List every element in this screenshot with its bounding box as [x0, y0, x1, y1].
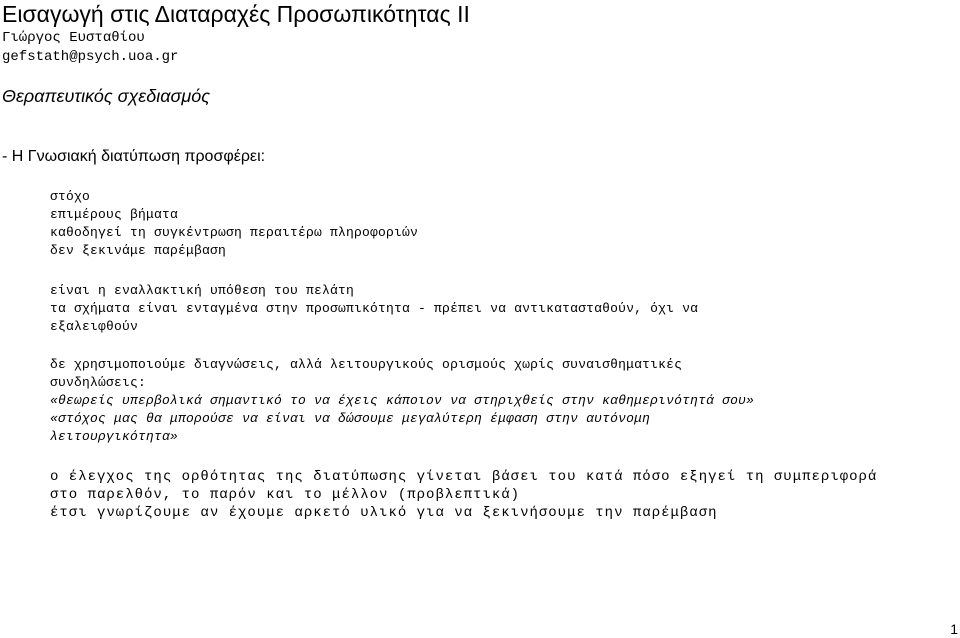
author-name: Γιώργος Ευσταθίου: [2, 30, 145, 46]
validation-list: [50, 468, 877, 522]
lead-heading: - Η Γνωσιακή διατύπωση προσφέρει:: [2, 148, 266, 165]
list-item: δε χρησιμοποιούμε διαγνώσεις, αλλά λειτουργικούς ορισμούς χωρίς συναισθηματικές: [50, 357, 683, 372]
list-item: δεν ξεκινάμε παρέμβαση: [50, 243, 227, 258]
author-email: gefstath@psych.uoa.gr: [2, 49, 179, 65]
list-item: εξαλειφθούν: [50, 319, 139, 334]
list-item: στο παρελθόν, το παρόν και το μέλλον (προβλεπτικά): [50, 487, 521, 503]
list-item: ο έλεγχος της ορθότητας της διατύπωσης γίνεται βάσει του κατά πόσο εξηγεί τη συμπεριφορά: [50, 469, 878, 485]
quote-item: λειτουργικότητα»: [50, 429, 179, 444]
list-item: συνδηλώσεις:: [50, 375, 147, 390]
definitions-list: [50, 356, 754, 446]
quote-item: «στόχος μας θα μπορούσε να είναι να δώσουμε μεγαλύτερη έμφαση στην αυτόνομη: [50, 411, 651, 426]
section-title: Θεραπευτικός σχεδιασμός: [2, 86, 210, 106]
page-title: Εισαγωγή στις Διαταραχές Προσωπικότητας ΙΙ: [2, 1, 470, 27]
hypothesis-list: [50, 282, 698, 336]
quote-item: «θεωρείς υπερβολικά σημαντικό το να έχεις κάποιον να στηριχθείς στην καθημερινότητά σου»: [50, 393, 755, 408]
goals-list: [50, 188, 418, 260]
list-item: στόχο: [50, 189, 91, 204]
list-item: είναι η εναλλακτική υπόθεση του πελάτη: [50, 283, 355, 298]
list-item: τα σχήματα είναι ενταγμένα στην προσωπικότητα - πρέπει να αντικατασταθούν, όχι να: [50, 301, 699, 316]
list-item: έτσι γνωρίζουμε αν έχουμε αρκετό υλικό για να ξεκινήσουμε την παρέμβαση: [50, 505, 718, 521]
list-item: καθοδηγεί τη συγκέντρωση περαιτέρω πληροφοριών: [50, 225, 419, 240]
page-number: 1: [950, 621, 958, 637]
list-item: επιμέρους βήματα: [50, 207, 179, 222]
